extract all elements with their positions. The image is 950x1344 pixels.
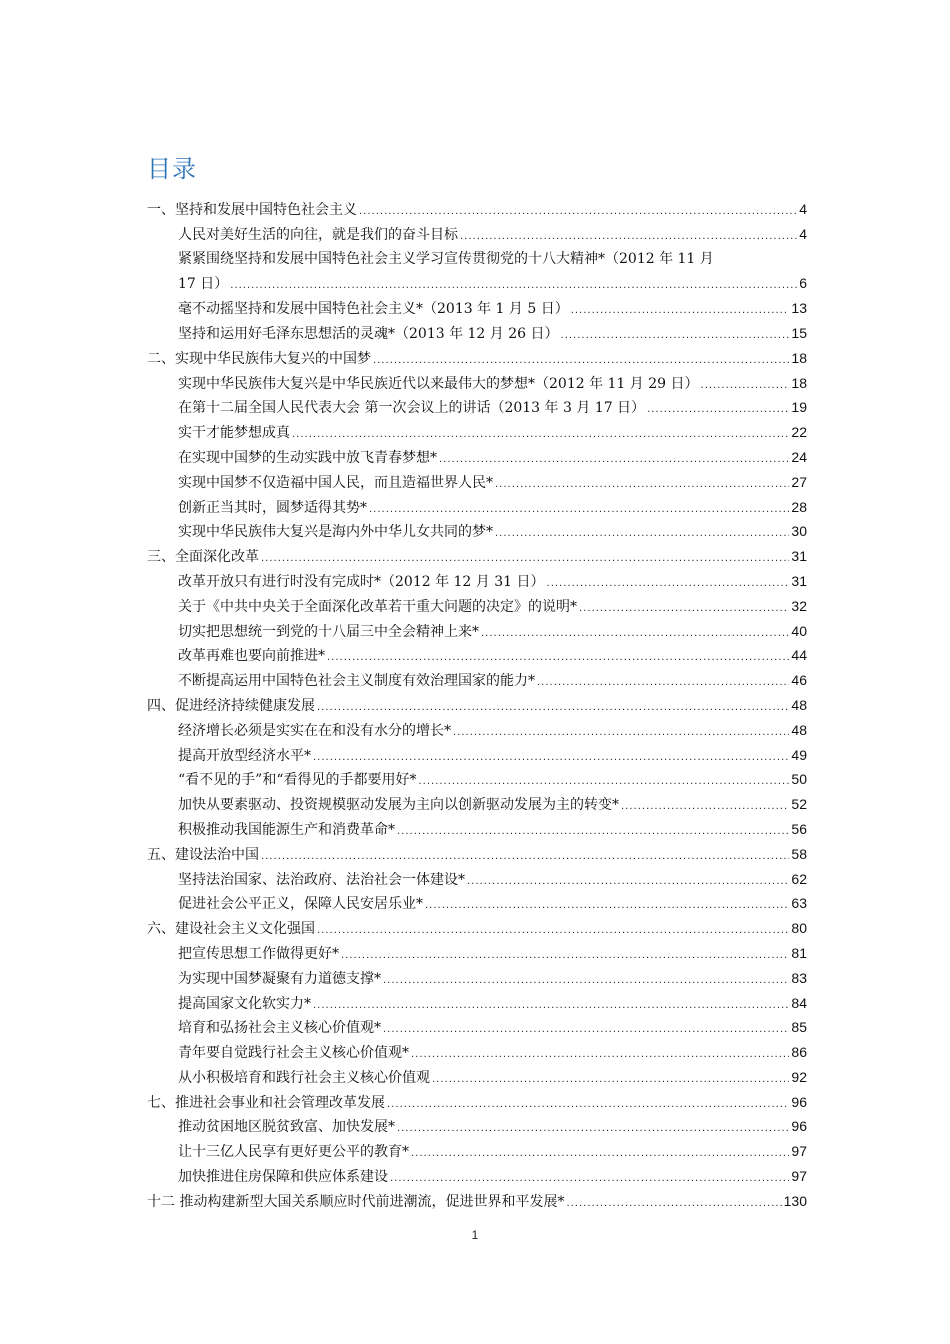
toc-page-number: 85 [791,1019,807,1036]
toc-entry-text: 实现中国梦不仅造福中国人民，而且造福世界人民* [178,474,493,491]
toc-section-entry[interactable] [147,1015,807,1040]
toc-entry-text: 四、促进经济持续健康发展 [147,697,315,714]
dot-leader [383,1018,789,1043]
toc-entry-text: 在实现中国梦的生动实践中放飞青春梦想* [178,449,437,466]
toc-entry-text: 不断提高运用中国特色社会主义制度有效治理国家的能力* [178,673,535,690]
dot-leader [647,398,789,423]
toc-page-number: 52 [791,796,807,813]
dot-leader [537,671,789,696]
dot-leader [467,870,789,895]
toc-page-number: 32 [791,597,807,614]
toc-section-entry[interactable] [147,941,807,966]
dot-leader [566,1192,781,1217]
toc-chapter-entry[interactable] [147,916,807,941]
toc-page-number: 96 [791,1118,807,1135]
toc-page-number: 86 [791,1044,807,1061]
toc-entry-text: 积极推动我国能源生产和消费革命* [178,821,395,838]
toc-page-number: 13 [791,300,807,317]
toc-page-number: 81 [791,944,807,961]
toc-entry-text: 人民对美好生活的向往，就是我们的奋斗目标 [178,226,458,243]
dot-leader [327,646,789,671]
toc-section-entry[interactable] [147,1164,807,1189]
toc-section-entry[interactable] [147,743,807,768]
toc-page-number: 97 [791,1168,807,1185]
toc-entry-text: 坚持和运用好毛泽东思想活的灵魂*（2013 年 12 月 26 日） [178,325,559,342]
toc-entry-text: 实干才能梦想成真 [178,425,290,442]
dot-leader [481,622,789,647]
toc-page-number: 63 [791,895,807,912]
dot-leader [313,746,789,771]
dot-leader [397,1117,789,1142]
toc-page-number: 48 [791,721,807,738]
dot-leader [701,374,790,399]
toc-entry-text: 紧紧围绕坚持和发展中国特色社会主义学习宣传贯彻党的十八大精神*（2012 年 11 月 [178,250,714,267]
toc-page-number: 4 [799,225,807,242]
toc-entry-text: 关于《中共中央关于全面深化改革若干重大问题的决定》的说明* [178,598,577,615]
toc-chapter-entry[interactable] [147,693,807,718]
toc-entry-text: 三、全面深化改革 [147,549,259,566]
toc-section-entry[interactable] [147,395,807,420]
toc-page-number: 19 [791,399,807,416]
toc-entry-text: 二、实现中华民族伟大复兴的中国梦 [147,350,371,367]
toc-entry-text: 把宣传思想工作做得更好* [178,945,339,962]
dot-leader [411,1043,789,1068]
toc-section-entry[interactable] [147,420,807,445]
toc-page-number: 97 [791,1143,807,1160]
toc-chapter-entry[interactable] [147,544,807,569]
toc-section-entry[interactable] [147,321,807,346]
toc-page-number: 27 [791,473,807,490]
toc-section-entry[interactable] [147,470,807,495]
toc-page-number: 44 [791,647,807,664]
toc-entry-text: 毫不动摇坚持和发展中国特色社会主义*（2013 年 1 月 5 日） [178,301,569,318]
toc-section-entry[interactable] [147,991,807,1016]
toc-entry-text: 提高国家文化软实力* [178,995,311,1012]
dot-leader [369,498,789,523]
toc-entry-text: 七、推进社会事业和社会管理改革发展 [147,1094,385,1111]
toc-page-number: 130 [783,1192,807,1209]
toc-section-entry[interactable] [147,718,807,743]
dot-leader [621,795,789,820]
dot-leader [579,597,789,622]
toc-chapter-entry[interactable] [147,1189,807,1214]
toc-page-number: 30 [791,523,807,540]
toc-page-number: 84 [791,994,807,1011]
toc-page-number: 62 [791,870,807,887]
dot-leader [425,894,789,919]
toc-entry-text: 实现中华民族伟大复兴是中华民族近代以来最伟大的梦想*（2012 年 11 月 29 日） [178,375,699,392]
toc-page-number: 48 [791,696,807,713]
dot-leader [418,770,789,795]
toc-section-entry[interactable] [147,495,807,520]
toc-entry-text-continued: 17 日） [178,276,229,293]
dot-leader [390,1167,789,1192]
toc-list [147,197,807,1214]
toc-page-number: 18 [791,349,807,366]
dot-leader [547,572,790,597]
toc-section-entry[interactable] [147,767,807,792]
toc-section-entry[interactable] [147,1139,807,1164]
toc-section-entry[interactable] [147,594,807,619]
toc-section-entry[interactable] [147,891,807,916]
dot-leader [317,919,789,944]
toc-chapter-entry[interactable] [147,1090,807,1115]
dot-leader [341,944,789,969]
toc-entry-text: 青年要自觉践行社会主义核心价值观* [178,1045,409,1062]
dot-leader [571,299,790,324]
toc-section-entry[interactable] [147,222,807,247]
toc-entry-text: 六、建设社会主义文化强国 [147,921,315,938]
dot-leader [230,274,797,299]
toc-page-number: 58 [791,845,807,862]
dot-leader [373,349,789,374]
toc-section-entry[interactable] [147,817,807,842]
toc-section-entry[interactable] [147,643,807,668]
toc-entry-text: 实现中华民族伟大复兴是海内外中华儿女共同的梦* [178,524,493,541]
toc-section-entry[interactable] [147,966,807,991]
toc-section-entry[interactable] [147,1114,807,1139]
toc-entry-text: 为实现中国梦凝聚有力道德支撑* [178,970,381,987]
dot-leader [561,324,790,349]
page-number-footer: 1 [471,1228,479,1242]
dot-leader [383,969,789,994]
dot-leader [261,547,789,572]
toc-page-number: 46 [791,672,807,689]
toc-page-number: 31 [791,548,807,565]
dot-leader [317,696,789,721]
toc-entry-text: 十二 推动构建新型大国关系顺应时代前进潮流，促进世界和平发展* [147,1193,565,1210]
toc-section-entry[interactable] [147,569,807,594]
toc-section-entry[interactable] [147,1040,807,1065]
toc-section-entry[interactable] [147,247,807,297]
toc-section-entry[interactable] [147,445,807,470]
toc-entry-text: 五、建设法治中国 [147,846,259,863]
toc-section-entry[interactable] [147,1065,807,1090]
toc-title: 目录 [147,155,197,183]
toc-page-number: 31 [791,572,807,589]
toc-page-number: 28 [791,498,807,515]
toc-page-number: 22 [791,424,807,441]
toc-page-number: 49 [791,746,807,763]
toc-entry-text: 坚持法治国家、法治政府、法治社会一体建设* [178,871,465,888]
toc-page-number: 50 [791,771,807,788]
toc-chapter-entry[interactable] [147,197,807,222]
dot-leader [495,522,789,547]
toc-entry-text: 促进社会公平正义，保障人民安居乐业* [178,896,423,913]
toc-entry-text: 一、坚持和发展中国特色社会主义 [147,202,357,218]
toc-entry-text: 加快推进住房保障和供应体系建设 [178,1169,388,1186]
toc-entry-text: “看不见的手”和“看得见的手都要用好* [178,772,417,789]
toc-page-number: 92 [791,1068,807,1085]
toc-page-number: 80 [791,920,807,937]
toc-entry-text: 改革再难也要向前推进* [178,648,325,665]
toc-entry-text: 改革开放只有进行时没有完成时*（2012 年 12 月 31 日） [178,573,545,590]
dot-leader [495,473,789,498]
toc-section-entry[interactable] [147,519,807,544]
toc-section-entry[interactable] [147,619,807,644]
toc-entry-text: 创新正当其时，圆梦适得其势* [178,499,367,516]
dot-leader [453,721,789,746]
dot-leader [387,1093,789,1118]
toc-entry-text: 切实把思想统一到党的十八届三中全会精神上来* [178,623,479,640]
toc-page-number: 6 [799,275,807,292]
toc-page-number: 40 [791,622,807,639]
toc-section-entry[interactable] [147,668,807,693]
toc-entry-text: 推动贫困地区脱贫致富、加快发展* [178,1119,395,1136]
dot-leader [411,1142,789,1167]
toc-page-number: 96 [791,1093,807,1110]
dot-leader [359,200,797,225]
dot-leader [397,820,789,845]
toc-entry-text: 从小积极培育和践行社会主义核心价值观 [178,1069,430,1086]
toc-chapter-entry[interactable] [147,346,807,371]
toc-entry-text: 加快从要素驱动、投资规模驱动发展为主向以创新驱动发展为主的转变* [178,797,619,814]
toc-entry-text: 培育和弘扬社会主义核心价值观* [178,1020,381,1037]
toc-entry-text: 提高开放型经济水平* [178,747,311,764]
toc-page-number: 24 [791,448,807,465]
toc-page-number: 18 [791,374,807,391]
dot-leader [432,1068,789,1093]
toc-entry-text: 让十三亿人民享有更好更公平的教育* [178,1144,409,1161]
toc-section-entry[interactable] [147,371,807,396]
toc-page-number: 56 [791,820,807,837]
dot-leader [261,845,789,870]
dot-leader [313,994,789,1019]
dot-leader [439,448,789,473]
toc-entry-continuation [178,271,807,296]
dot-leader [292,423,789,448]
toc-section-entry[interactable] [147,296,807,321]
toc-entry-text: 在第十二届全国人民代表大会 第一次会议上的讲话（2013 年 3 月 17 日） [178,400,646,417]
toc-section-entry[interactable] [147,867,807,892]
toc-chapter-entry[interactable] [147,842,807,867]
toc-page-number: 15 [791,324,807,341]
toc-entry-text: 经济增长必须是实实在在和没有水分的增长* [178,722,451,739]
toc-section-entry[interactable] [147,792,807,817]
toc-page-number: 4 [799,201,807,217]
dot-leader [460,225,797,250]
toc-page-number: 83 [791,969,807,986]
